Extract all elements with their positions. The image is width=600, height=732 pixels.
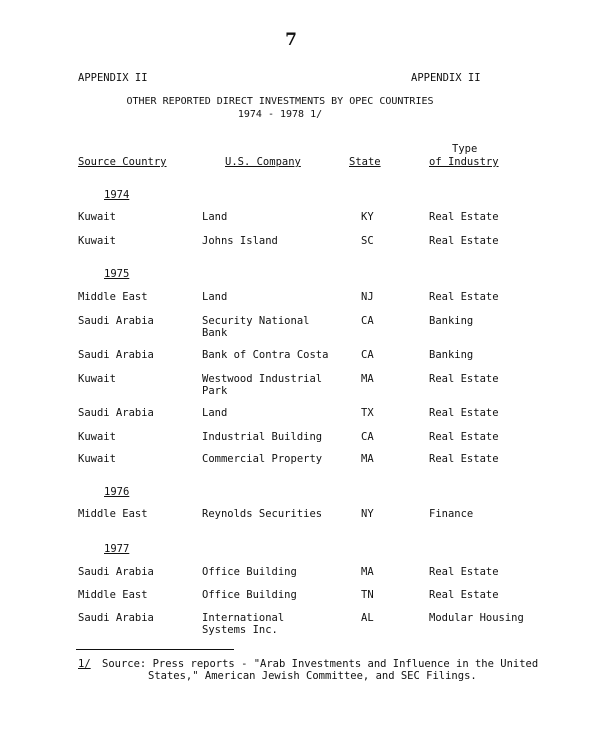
cell-industry: Real Estate	[429, 431, 499, 443]
cell-state: TX	[361, 407, 374, 419]
cell-state: CA	[361, 349, 374, 361]
cell-country: Middle East	[78, 589, 148, 601]
table-subtitle: 1974 - 1978 1/	[237, 109, 323, 120]
cell-state: CA	[361, 431, 374, 443]
header-us-company: U.S. Company	[225, 156, 301, 168]
cell-state: MA	[361, 373, 374, 385]
cell-state: NJ	[361, 291, 374, 303]
cell-state: AL	[361, 612, 374, 624]
year-label: 1975	[104, 268, 130, 280]
cell-country: Saudi Arabia	[78, 349, 154, 361]
cell-industry: Real Estate	[429, 373, 499, 385]
cell-industry: Real Estate	[429, 566, 499, 578]
cell-country: Saudi Arabia	[78, 315, 154, 327]
header-type-line2: of Industry	[429, 156, 499, 168]
cell-industry: Banking	[429, 315, 474, 327]
footnote-text-line2: States," American Jewish Committee, and SEC Filings.	[148, 670, 477, 682]
cell-industry: Real Estate	[429, 453, 499, 465]
header-state: State	[349, 156, 381, 168]
cell-country: Middle East	[78, 508, 148, 520]
year-label: 1976	[104, 486, 130, 498]
cell-country: Saudi Arabia	[78, 612, 154, 624]
cell-industry: Finance	[429, 508, 474, 520]
cell-company: Security National Bank	[202, 315, 310, 339]
cell-country: Kuwait	[78, 431, 116, 443]
cell-company: Johns Island	[202, 235, 278, 247]
cell-state: SC	[361, 235, 374, 247]
cell-company: Office Building	[202, 566, 297, 578]
cell-state: MA	[361, 566, 374, 578]
cell-state: TN	[361, 589, 374, 601]
footnote-text-line1: Source: Press reports - "Arab Investments and Influence in the United	[102, 658, 539, 670]
cell-company: Bank of Contra Costa	[202, 349, 329, 361]
appendix-label-left: APPENDIX II	[78, 72, 148, 84]
year-label: 1974	[104, 189, 130, 201]
year-label: 1977	[104, 543, 130, 555]
cell-industry: Real Estate	[429, 407, 499, 419]
cell-country: Kuwait	[78, 211, 116, 223]
cell-company: Commercial Property	[202, 453, 323, 465]
header-type-line1: Type	[452, 143, 478, 155]
cell-company: Industrial Building	[202, 431, 323, 443]
header-source-country: Source Country	[78, 156, 167, 168]
cell-company: Land	[202, 407, 228, 419]
cell-company: Reynolds Securities	[202, 508, 323, 520]
cell-country: Saudi Arabia	[78, 566, 154, 578]
cell-industry: Real Estate	[429, 235, 499, 247]
cell-company: Land	[202, 291, 228, 303]
cell-country: Kuwait	[78, 373, 116, 385]
cell-country: Kuwait	[78, 235, 116, 247]
cell-company: Office Building	[202, 589, 297, 601]
footnote-marker: 1/	[78, 658, 91, 670]
table-title: OTHER REPORTED DIRECT INVESTMENTS BY OPEC COUNTRIES	[126, 96, 434, 107]
cell-state: KY	[361, 211, 374, 223]
cell-company: Westwood Industrial Park	[202, 373, 323, 397]
footnote-divider	[76, 649, 234, 650]
cell-company: Land	[202, 211, 228, 223]
cell-company: International Systems Inc.	[202, 612, 285, 636]
cell-industry: Banking	[429, 349, 474, 361]
page-number: 7	[285, 30, 297, 50]
cell-state: MA	[361, 453, 374, 465]
cell-industry: Modular Housing	[429, 612, 524, 624]
cell-state: NY	[361, 508, 374, 520]
cell-state: CA	[361, 315, 374, 327]
cell-country: Saudi Arabia	[78, 407, 154, 419]
cell-country: Kuwait	[78, 453, 116, 465]
cell-industry: Real Estate	[429, 589, 499, 601]
cell-industry: Real Estate	[429, 291, 499, 303]
appendix-label-right: APPENDIX II	[411, 72, 481, 84]
cell-industry: Real Estate	[429, 211, 499, 223]
cell-country: Middle East	[78, 291, 148, 303]
